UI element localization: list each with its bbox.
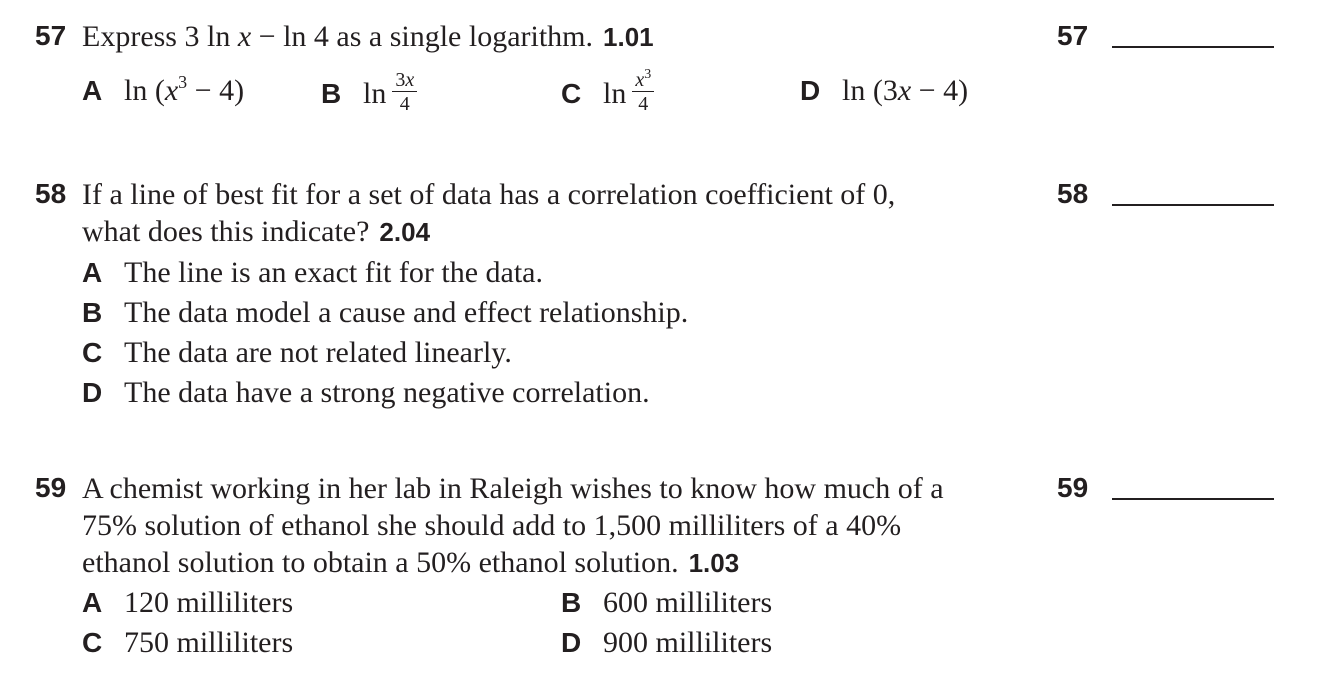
choice-text: ln (: [124, 74, 165, 107]
fraction-numerator: [632, 67, 654, 92]
choice-letter: B: [82, 297, 103, 328]
choice-letter: C: [82, 627, 103, 658]
choice-b[interactable]: [82, 296, 688, 330]
choice-text: ln: [363, 76, 387, 110]
choice-text: The data are not related linearly.: [124, 336, 512, 369]
answer-line[interactable]: [1112, 498, 1274, 500]
choice-letter: D: [561, 627, 582, 658]
choice-letter: D: [800, 75, 821, 106]
choice-d[interactable]: [800, 74, 968, 108]
choice-b[interactable]: [561, 586, 772, 620]
stem-line: what does this indicate?: [82, 215, 370, 248]
choice-variable: x: [897, 74, 912, 107]
stem-line: ethanol solution to obtain a 50% ethanol solution.: [82, 546, 679, 579]
choice-a[interactable]: [82, 256, 543, 290]
choice-c[interactable]: [82, 626, 293, 660]
choice-d[interactable]: [561, 626, 772, 660]
choice-text: − 4): [911, 74, 969, 107]
stem-line: A chemist working in her lab in Raleigh wishes to know how much of a: [82, 472, 944, 505]
answer-number: 59: [1057, 472, 1089, 503]
fraction-denominator: 4: [638, 93, 649, 115]
choice-text: 750 milliliters: [124, 626, 294, 659]
choice-text: The line is an exact fit for the data.: [124, 256, 543, 289]
numerator-variable: x: [405, 69, 415, 91]
choice-letter: A: [82, 257, 103, 288]
choice-text: 120 milliliters: [124, 586, 294, 619]
choice-letter: D: [82, 377, 103, 408]
stem-line-with-code: [82, 544, 1022, 582]
choice-text: The data have a strong negative correlation.: [124, 376, 650, 409]
choice-a[interactable]: [82, 74, 244, 108]
choice-c[interactable]: [561, 67, 654, 118]
answer-line[interactable]: [1112, 46, 1274, 48]
fraction-numerator: [392, 70, 417, 92]
choice-a[interactable]: [82, 586, 293, 620]
choice-text: ln (3: [842, 74, 898, 107]
answer-line[interactable]: [1112, 204, 1274, 206]
fraction-denominator: 4: [399, 93, 410, 115]
choice-text: − 4): [187, 74, 245, 107]
objective-code: 1.01: [603, 22, 654, 52]
objective-code: 1.03: [688, 548, 740, 578]
objective-code: 2.04: [379, 217, 431, 247]
choice-letter: C: [82, 337, 103, 368]
fraction: [632, 67, 654, 115]
choice-text: The data model a cause and effect relationship.: [124, 296, 689, 329]
choice-letter: B: [321, 77, 342, 109]
choice-variable: x: [164, 74, 179, 107]
numerator-exponent: 3: [644, 67, 652, 82]
stem-variable: x: [237, 20, 252, 53]
choice-c[interactable]: [82, 336, 512, 370]
choice-exponent: 3: [178, 72, 188, 92]
stem-line: 75% solution of ethanol she should add to 1,500 milliliters of a 40%: [82, 509, 902, 542]
choice-letter: C: [561, 77, 582, 109]
question-58: [0, 176, 1344, 416]
numerator-variable: x: [635, 69, 645, 91]
choice-letter: B: [561, 587, 582, 618]
question-stem: [82, 470, 1022, 582]
stem-text-post: − ln 4 as a single logarithm.: [251, 20, 594, 53]
question-number: 57: [35, 20, 67, 51]
answer-number: 58: [1057, 178, 1089, 209]
choice-letter: A: [82, 75, 103, 106]
choice-letter: A: [82, 587, 103, 618]
choice-text: ln: [603, 76, 627, 110]
stem-line: If a line of best fit for a set of data has a correlation coefficient of 0,: [82, 178, 896, 211]
question-stem: [82, 18, 1022, 56]
choice-text: 900 milliliters: [603, 626, 773, 659]
numerator-coefficient: 3: [395, 69, 406, 91]
choice-b[interactable]: [321, 69, 417, 118]
question-number: 58: [35, 178, 67, 209]
choice-d[interactable]: [82, 376, 650, 410]
question-number: 59: [35, 472, 67, 503]
stem-line-with-code: [82, 213, 1022, 251]
stem-text-pre: Express 3 ln: [82, 20, 238, 53]
choice-text: 600 milliliters: [603, 586, 773, 619]
question-59: [0, 470, 1344, 670]
question-stem: [82, 176, 1022, 251]
answer-number: 57: [1057, 20, 1089, 51]
fraction: [392, 70, 417, 114]
question-57: [0, 18, 1344, 128]
